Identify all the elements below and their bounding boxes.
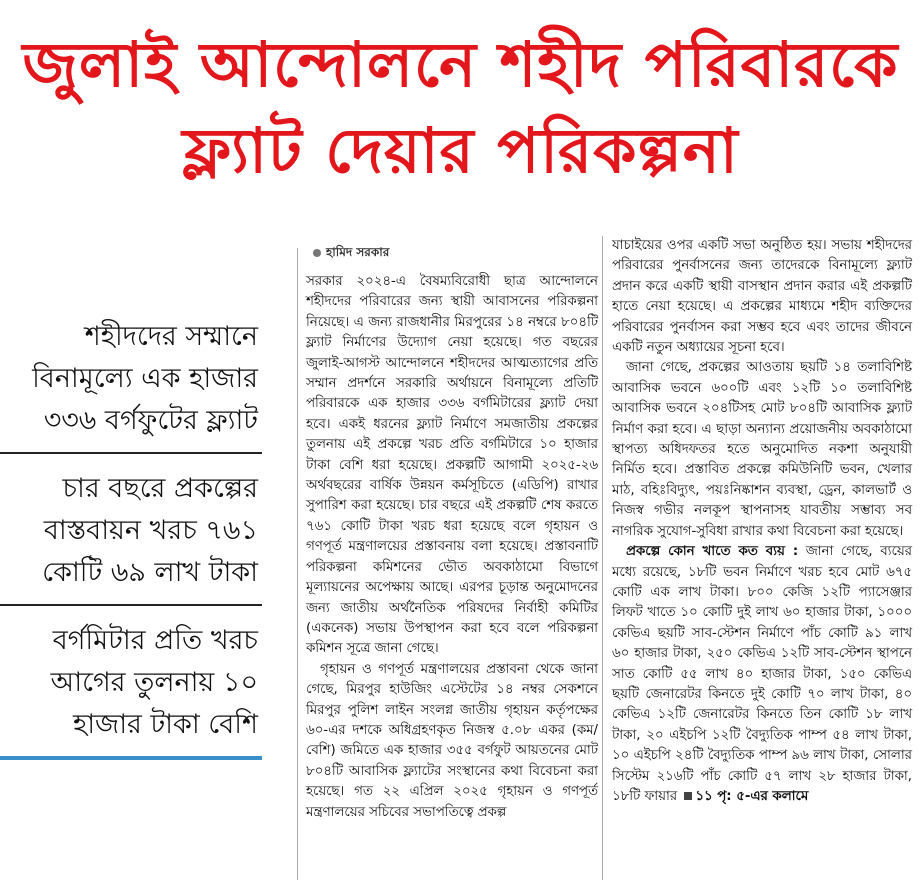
byline [313, 244, 389, 264]
highlight-3: বর্গমিটার প্রতি খরচ আগের তুলনায় ১০ হাজার টাকা বেশি [0, 620, 262, 760]
highlight-2: চার বছরে প্রকল্পের বাস্তবায়ন খরচ ৭৬১ কোটি ৬৯ লাখ টাকা [0, 468, 262, 606]
highlight-1: শহীদদের সম্মানে বিনামূল্যে এক হাজার ৩৩৬ বর্গফুটের ফ্ল্যাট [0, 316, 262, 454]
paragraph-text: জানা গেছে, ব্যয়ের মধ্যে রয়েছে, ১৮টি ভবন নির্মাণে খরচ হবে মোট ৬৭৫ কোটি এক লাখ টাকা। ৮০০ কেজি ১২টি প্যাসেঞ্জার লিফট খাতে ১০ কোটি দুই লাখ ৬০ হাজার টাকা, ১০০০ কেভিএ ছয়টি সাব-স্টেশন নির্মাণে পাঁচ কোটি ৯১ লাখ ৬০ হাজার টাকা, ২৫০ কেভিএ ১২টি সাব-স্টেশন স্থাপনে সাত কোটি ৫৫ লাখ ৪০ হাজার টাকা, ১৫০ কেভিএ ছয়টি জেনারেটর কিনতে দুই কোটি ৭০ লাখ টাকা, ৪০ কেভিএ ১২টি জেনারেটর কিনতে তিন কোটি ১৮ লাখ টাকা, ২০ এইচপি ১২টি বৈদ্যুতিক পাম্প ৫৪ লাখ টাকা, ১০ এইচপি ২৪টি বৈদ্যুতিক পাম্প ৯৬ লাখ টাকা, সোলার সিস্টেম ২১৬টি পাঁচ কোটি ৫৭ লাখ ২৮ হাজার টাকা, ১৮টি ফায়ার [612, 544, 912, 804]
paragraph [612, 542, 912, 807]
column-divider [602, 236, 603, 880]
headline-line-2: ফ্ল্যাট দেয়ার পরিকল্পনা [182, 114, 739, 187]
paragraph: জানা গেছে, প্রকল্পের আওতায় ছয়টি ১৪ তলাবিশিষ্ট আবাসিক ভবনে ৬০০টি এবং ১২টি ১০ তলাবিশিষ্ট আবাসিক ভবনে ২০৪টিসহ মোট ৮০৪টি আবাসিক ফ্ল্যাট নির্মাণ করা হবে। এ ছাড়া অন্যান্য প্রয়োজনীয় অবকাঠামো স্থাপত্য অধিদফতর হতে অনুমোদিত নকশা অনুযায়ী নির্মিত হবে। প্রস্তাবিত প্রকল্পে কমিউনিটি ভবন, খেলার মাঠ, বহিঃবিদ্যুৎ, পয়ঃনিষ্কাশন ব্যবস্থা, ড্রেন, কালভার্ট ও নিজস্ব গভীর নলকূপ স্থাপনাসহ যাবতীয় সম্ভাব্য সব নাগরিক সুযোগ-সুবিধা রাখার কথা বিবেচনা করা হয়েছে। [612, 360, 912, 539]
article-column-1 [306, 272, 598, 823]
article-column-2 [612, 236, 912, 807]
paragraph: গৃহায়ন ও গণপূর্ত মন্ত্রণালয়ের প্রস্তাবনা থেকে জানা গেছে, মিরপুর হাউজিং এস্টেটের ১৪ নম্বর সেকশনে মিরপুর পুলিশ লাইন সংলগ্ন জাতীয় গৃহায়ন কর্তৃপক্ষের ৬০-এর দশকে অধিগ্রহণকৃত নিজস্ব ৫.০৮ একর (কম/বেশি) জমিতে এক হাজার ৩৫৫ বর্গফুট আয়তনের মোট ৮০৪টি আবাসিক ফ্ল্যাটের সংস্থানের কথা বিবেচনা করা হয়েছে। গত ২২ এপ্রিল ২০২৫ গৃহায়ন ও গণপূর্ত মন্ত্রণালয়ের সচিবের সভাপতিত্বে প্রকল্প [306, 661, 598, 820]
continuation-note [681, 789, 808, 804]
continuation-text: ১১ পৃ: ৫-এর কলামে [695, 788, 809, 804]
highlights-sidebar [0, 316, 262, 774]
bullet-icon [313, 249, 321, 257]
subheading: প্রকল্পে কোন খাতে কত ব্যয় : [626, 544, 799, 560]
paragraph: সরকার ২০২৪-এ বৈষম্যবিরোধী ছাত্র আন্দোলনে শহীদদের পরিবারের জন্য স্থায়ী আবাসনের পরিকল্পনা নিয়েছে। এ জন্য রাজধানীর মিরপুরের ১৪ নম্বরে ৮০৪টি ফ্ল্যাট নির্মাণের উদ্যোগ নেয়া হয়েছে। গত বছরের জুলাই-আগস্ট আন্দোলনে শহীদদের আত্মত্যাগের প্রতি সম্মান প্রদর্শনে সরকারি অর্থায়নে বিনামূল্যে প্রতিটি পরিবারকে এক হাজার ৩৩৬ বর্গমিটারের ফ্ল্যাট দেয়া হবে। একই ধরনের ফ্ল্যাট নির্মাণে সমজাতীয় প্রকল্পের তুলনায় এই প্রকল্পে খরচ প্রতি বর্গমিটারে ১০ হাজার টাকা বেশি ধরা হয়েছে। প্রকল্পটি আগামী ২০২৫-২৬ অর্থবছরের বার্ষিক উন্নয়ন কর্মসূচিতে (এডিপি) রাখার সুপারিশ করা হয়েছে। চার বছরে এই প্রকল্পটি শেষ করতে ৭৬১ কোটি টাকা খরচ ধরা হয়েছে বলে গৃহায়ন ও গণপূর্ত মন্ত্রণালয়ের প্রস্তাবনায় বলা হয়েছে। প্রস্তাবনাটি পরিকল্পনা কমিশনের ভৌত অবকাঠামো বিভাগে মূল্যায়নের অপেক্ষায় আছে। এরপর চূড়ান্ত অনুমোদনের জন্য জাতীয় অর্থনৈতিক পরিষদের নির্বাহী কমিটির (একনেক) সভায় উপস্থাপন করা হবে বলে পরিকল্পনা কমিশন সূত্রে জানা গেছে। [306, 274, 598, 657]
paragraph: যাচাইয়ের ওপর একটি সভা অনুষ্ঠিত হয়। সভায় শহীদদের পরিবারের পুনর্বাসনের জন্য তাদেরকে বিনামূল্যে ফ্ল্যাট প্রদান করে একটি স্থায়ী বাসস্থান প্রদান করার এই প্রকল্পটি হাতে নেয়া হয়েছে। এ প্রকল্পের মাধ্যমে শহীদ ব্যক্তিদের পরিবারের পুনর্বাসন করা সম্ভব হবে এবং তাদের জীবনে একটি নতুন অধ্যায়ের সূচনা হবে। [612, 238, 912, 356]
byline-author: হামিদ সরকার [326, 245, 390, 259]
column-divider [297, 248, 298, 880]
headline [0, 22, 921, 194]
headline-line-1: জুলাই আন্দোলনে শহীদ পরিবারকে [22, 28, 899, 101]
square-icon [684, 792, 692, 800]
